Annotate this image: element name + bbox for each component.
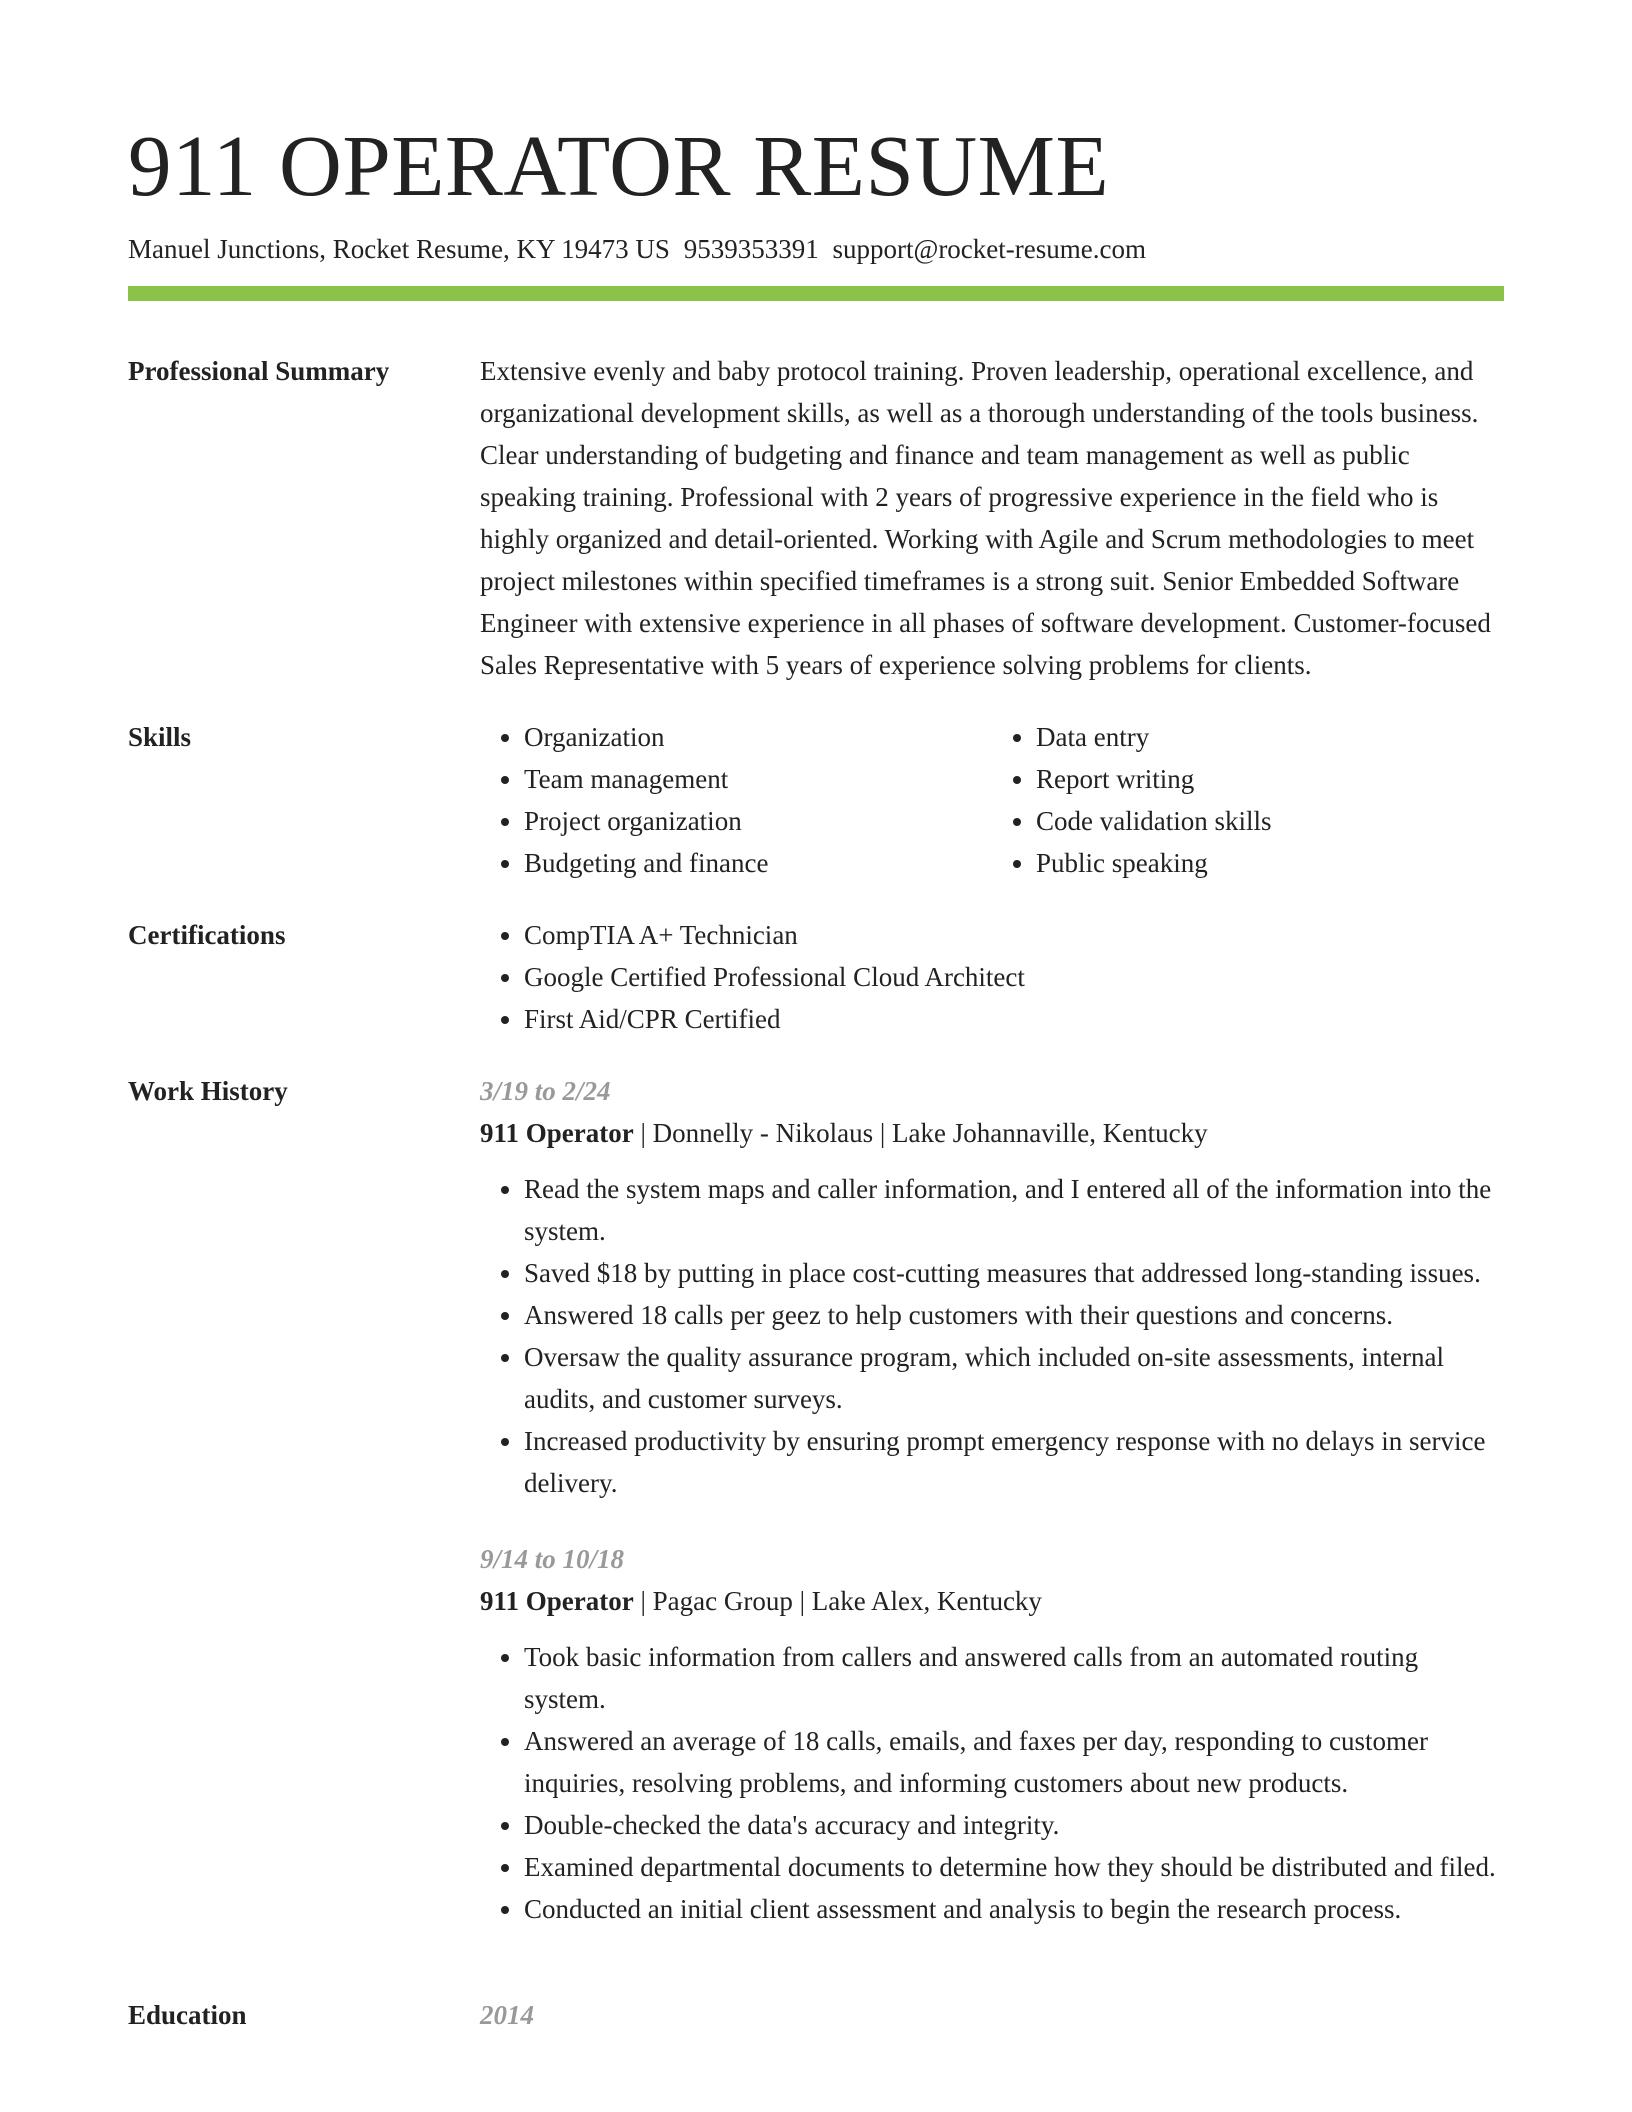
job-dates: 3/19 to 2/24 (480, 1076, 611, 1106)
job-bullet: • Oversaw the quality assurance program, which included on-site assessments, internal audits, and customer surveys. (524, 1336, 1504, 1420)
page-title: 911 OPERATOR RESUME (128, 117, 1110, 214)
section-professional-summary (128, 350, 1504, 686)
skills-grid (480, 716, 1504, 884)
job-heading (480, 1112, 1504, 1154)
job-bullet: • Increased productivity by ensuring prompt emergency response with no delays in service delivery. (524, 1420, 1504, 1504)
section-body (480, 1070, 1504, 1964)
contact-line (128, 232, 1146, 266)
certifications-list (480, 914, 1504, 1040)
resume-content (128, 350, 1504, 2066)
skill-item: • Project organization (524, 800, 992, 842)
skill-item: • Data entry (1036, 716, 1504, 758)
section-skills (128, 716, 1504, 884)
section-body (480, 350, 1504, 686)
section-work-history (128, 1070, 1504, 1964)
job-bullets (480, 1636, 1504, 1930)
job-bullet: • Saved $18 by putting in place cost-cutting measures that addressed long-standing issues. (524, 1252, 1504, 1294)
job-details: | Pagac Group | Lake Alex, Kentucky (633, 1586, 1042, 1616)
job-bullet: • Answered an average of 18 calls, emails, and faxes per day, responding to customer inquiries, resolving problems, and informing customers about new products. (524, 1720, 1504, 1804)
skills-column-1 (480, 716, 992, 884)
job-bullet: • Conducted an initial client assessment and analysis to begin the research process. (524, 1888, 1504, 1930)
job-bullet: • Answered 18 calls per geez to help customers with their questions and concerns. (524, 1294, 1504, 1336)
skill-item: • Team management (524, 758, 992, 800)
job-bullets (480, 1168, 1504, 1504)
section-body (480, 1994, 1504, 2036)
job-bullet: • Examined departmental documents to determine how they should be distributed and filed. (524, 1846, 1504, 1888)
job-heading (480, 1580, 1504, 1622)
certification-item: • Google Certified Professional Cloud Architect (524, 956, 1504, 998)
contact-email: support@rocket-resume.com (832, 234, 1146, 264)
certification-item: • First Aid/CPR Certified (524, 998, 1504, 1040)
job-entry (480, 1538, 1504, 1930)
skill-item: • Code validation skills (1036, 800, 1504, 842)
skill-item: • Public speaking (1036, 842, 1504, 884)
skills-column-2 (992, 716, 1504, 884)
skill-item: • Organization (524, 716, 992, 758)
section-education (128, 1994, 1504, 2036)
contact-phone: 9539353391 (683, 234, 819, 264)
job-title: 911 Operator (480, 1586, 634, 1616)
section-body (480, 914, 1504, 1040)
section-label: Work History (128, 1076, 288, 1106)
job-dates: 9/14 to 10/18 (480, 1544, 625, 1574)
summary-text: Extensive evenly and baby protocol training. Proven leadership, operational excellence, and organizational development skills, as well as a thorough understanding of the tools business. Clear understanding of budgeting and finance and team management as well as public speaking training. Professional with 2 years of progressive experience in the field who is highly organized and detail-oriented. Working with Agile and Scrum methodologies to meet project milestones within specified timeframes is a strong suit. Senior Embedded Software Engineer with extensive experience in all phases of software development. Customer-focused Sales Representative with 5 years of experience solving problems for clients. (480, 356, 1491, 680)
section-certifications (128, 914, 1504, 1040)
section-label: Education (128, 2000, 247, 2030)
accent-divider (128, 286, 1504, 301)
job-details: | Donnelly - Nikolaus | Lake Johannaville, Kentucky (633, 1118, 1208, 1148)
job-bullet: • Took basic information from callers and answered calls from an automated routing system. (524, 1636, 1504, 1720)
certification-item: • CompTIA A+ Technician (524, 914, 1504, 956)
skill-item: • Report writing (1036, 758, 1504, 800)
section-label: Skills (128, 722, 192, 752)
job-bullet: • Read the system maps and caller information, and I entered all of the information into the system. (524, 1168, 1504, 1252)
education-dates: 2014 (480, 2000, 534, 2030)
job-entry (480, 1070, 1504, 1504)
section-label: Certifications (128, 920, 286, 950)
section-label: Professional Summary (128, 356, 390, 386)
job-title: 911 Operator (480, 1118, 634, 1148)
job-bullet: • Double-checked the data's accuracy and integrity. (524, 1804, 1504, 1846)
skill-item: • Budgeting and finance (524, 842, 992, 884)
contact-address: Manuel Junctions, Rocket Resume, KY 19473 US (128, 234, 670, 264)
